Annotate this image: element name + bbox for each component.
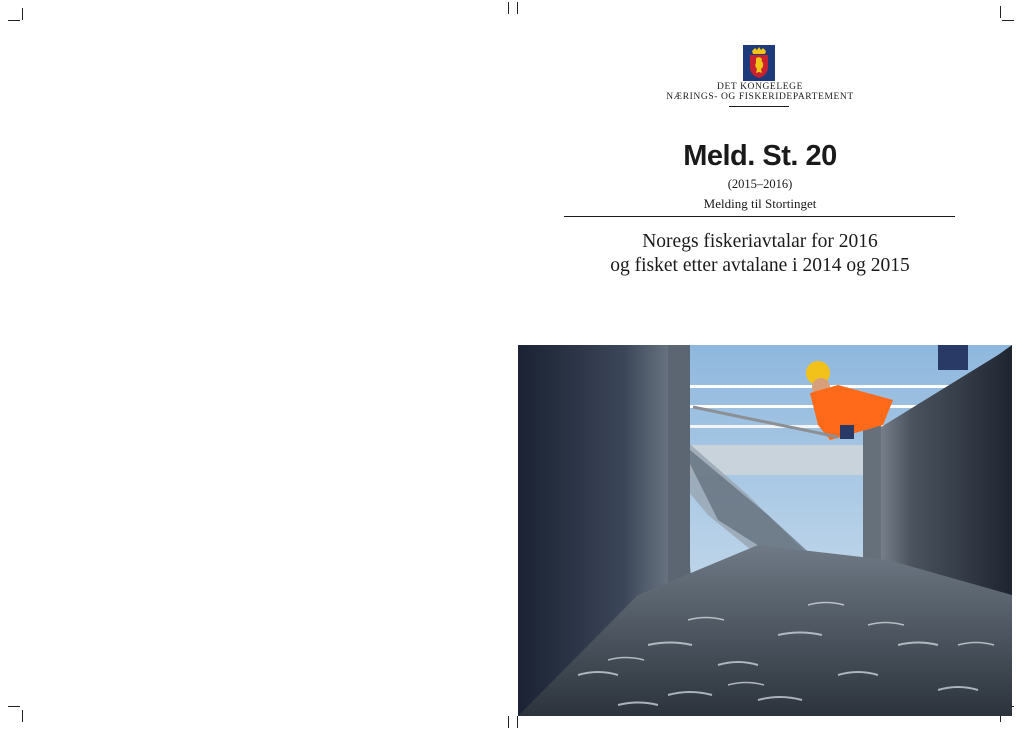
crop-mark (508, 716, 509, 728)
crop-mark (22, 710, 23, 722)
crop-mark (517, 2, 518, 14)
subtitle-line1: Noregs fiskeriavtalar for 2016 (642, 231, 878, 252)
crop-mark (8, 706, 20, 707)
title-divider (564, 216, 955, 217)
document-kind: Melding til Stortinget (703, 196, 817, 211)
subtitle-line2: og fisket etter avtalane i 2014 og 2015 (610, 255, 910, 276)
document-title: Meld. St. 20 (683, 140, 837, 172)
crop-mark (1000, 6, 1001, 18)
crop-mark (1002, 20, 1014, 21)
crop-mark (508, 2, 509, 14)
norwegian-coat-of-arms-icon (743, 45, 775, 81)
document-years: (2015–2016) (727, 177, 793, 191)
department-name-line1: DET KONGELEGE (717, 82, 803, 92)
fish-catch-photo (518, 345, 1012, 716)
department-divider (729, 106, 789, 107)
crop-mark (22, 8, 23, 20)
crop-mark (517, 716, 518, 728)
department-name-line2: NÆRINGS- OG FISKERIDEPARTEMENT (666, 92, 854, 102)
crop-mark (8, 20, 20, 21)
document-subtitle (560, 230, 960, 278)
